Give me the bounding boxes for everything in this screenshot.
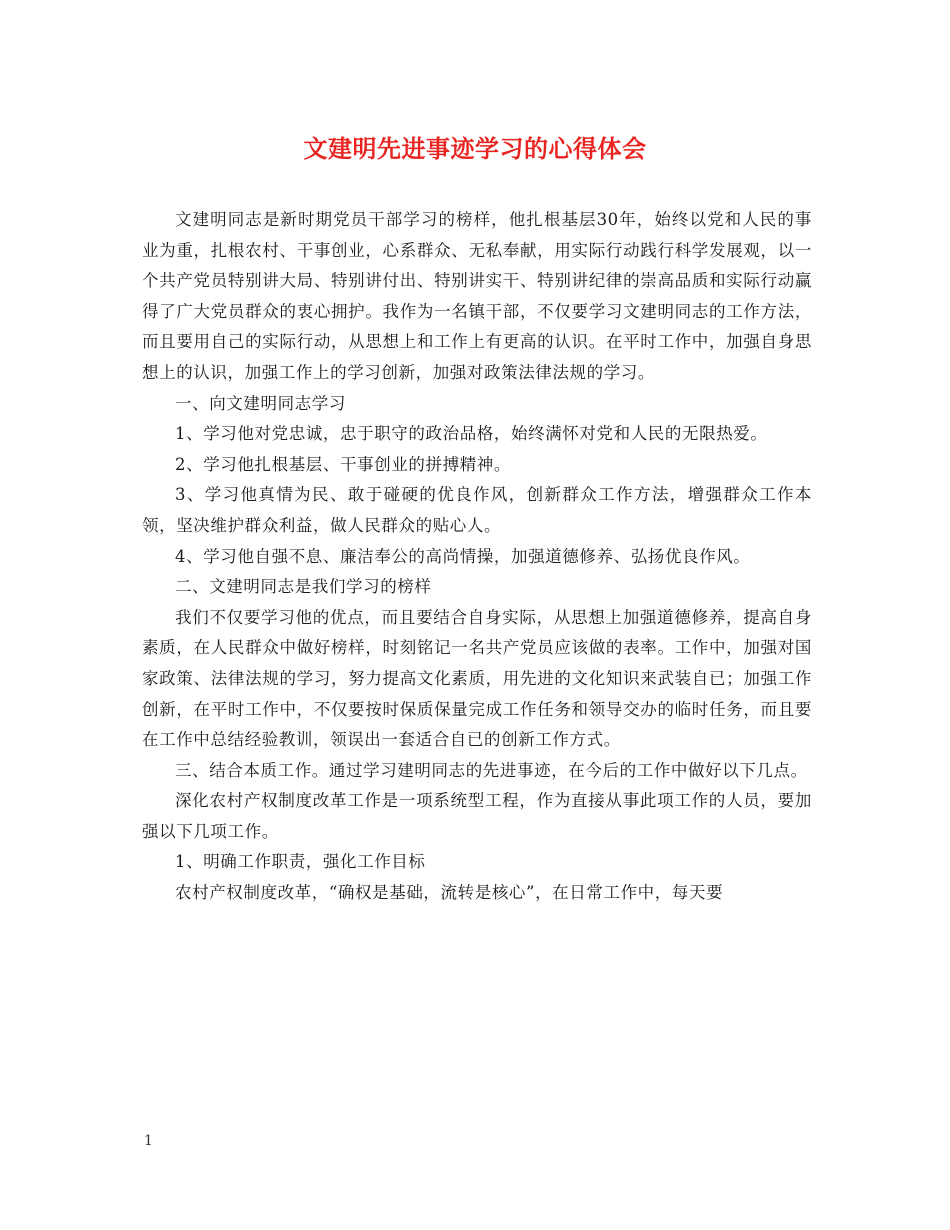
paragraph-property-rights: 农村产权制度改革，“确权是基础，流转是核心”，在日常工作中，每天要 [175,883,724,903]
section-heading-2: 二、文建明同志是我们学习的榜样 [175,577,432,597]
document-title: 文建明先进事迹学习的心得体会 [303,134,647,163]
page-number: 1 [144,1133,153,1149]
paragraph-intro: 文建明同志是新时期党员干部学习的榜样，他扎根基层30年，始终以党和人民的事业为重，扎根农村、干事创业，心系群众、无私奉献，用实际行动践行科学发展观，以一个共产党员特别讲大局、特别讲付出、特别讲实干、特别讲纪律的崇高品质和实际行动赢得了广大党员群众的衷心拥护。我作为一名镇干部，不仅要学习文建明同志的工作方法，而且要用自己的实际行动，从思想上和工作上有更高的认识。在平时工作中，加强自身思想上的认识，加强工作上的学习创新，加强对政策法律法规的学习。 [142,210,812,382]
list-item-1: 1、学习他对党忠诚，忠于职守的政治品格，始终满怀对党和人民的无限热爱。 [175,424,768,444]
list-item-4: 4、学习他自强不息、廉洁奉公的高尚情操，加强道德修养、弘扬优良作风。 [175,546,751,566]
list-item-3: 3、学习他真情为民、敢于碰硬的优良作风，创新群众工作方法，增强群众工作本领，坚决维护群众利益，做人民群众的贴心人。 [142,485,812,535]
paragraph-reform: 深化农村产权制度改革工作是一项系统型工程，作为直接从事此项工作的人员，要加强以下几项工作。 [142,791,812,841]
paragraph-section-3: 三、结合本质工作。通过学习建明同志的先进事迹，在今后的工作中做好以下几点。 [175,760,808,780]
list-item-2: 2、学习他扎根基层、干事创业的拼搏精神。 [175,454,511,474]
document-body [142,205,812,909]
section-heading-1: 一、向文建明同志学习 [175,393,346,413]
paragraph-role-model: 我们不仅要学习他的优点，而且要结合自身实际，从思想上加强道德修养，提高自身素质，在人民群众中做好榜样，时刻铭记一名共产党员应该做的表率。工作中，加强对国家政策、法律法规的学习，努力提高文化素质，用先进的文化知识来武装自已；加强工作创新，在平时工作中，不仅要按时保质保量完成工作任务和领导交办的临时任务，而且要在工作中总结经验教训，领误出一套适合自已的创新工作方式。 [142,607,812,750]
subsection-heading-1: 1、明确工作职责，强化工作目标 [175,852,426,872]
